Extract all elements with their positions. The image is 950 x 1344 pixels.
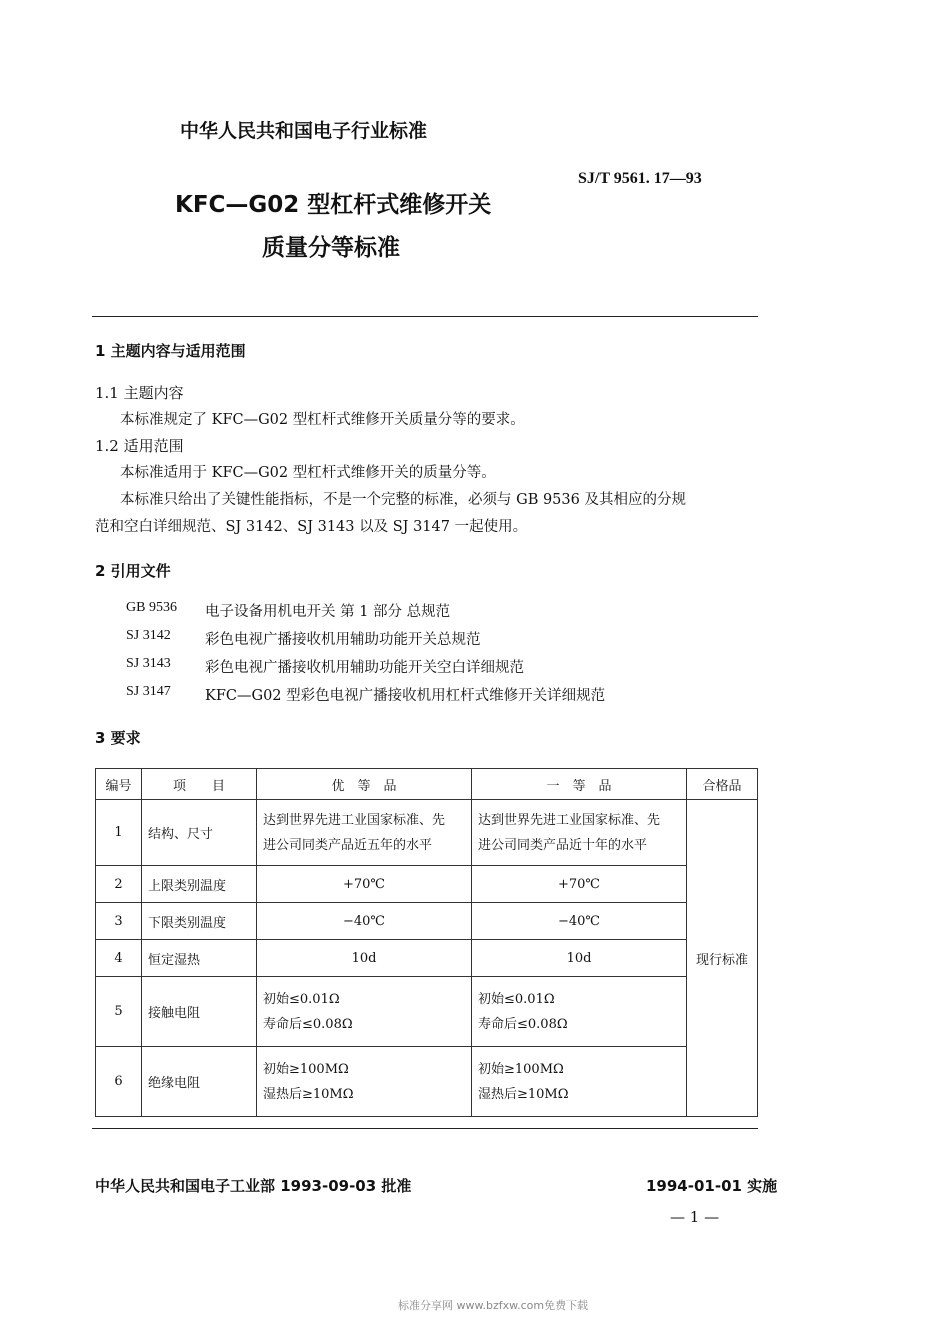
page-number: — 1 — (670, 1208, 720, 1226)
superior-grade-cell: 10d (257, 940, 472, 977)
ref-code: SJ 3143 (126, 656, 171, 671)
document-title-line1: KFC—G02 型杠杆式维修开关 (175, 192, 492, 218)
table-row (96, 903, 758, 940)
table-row (96, 866, 758, 903)
cell-line: 湿热后≥10MΩ (263, 1086, 354, 1102)
cell-line: 达到世界先进工业国家标准、先 (478, 812, 661, 828)
ref-title: 电子设备用机电开关 第 1 部分 总规范 (205, 604, 451, 620)
cell-line: 寿命后≤0.08Ω (263, 1016, 353, 1032)
superior-grade-cell (257, 800, 472, 866)
header-divider (92, 316, 758, 317)
table-header-cell: 编号 (96, 769, 142, 800)
section-3-heading: 3 要求 (95, 729, 141, 747)
section-1-2-text-1: 本标准适用于 KFC—G02 型杠杆式维修开关的质量分等。 (120, 465, 496, 481)
row-item: 绝缘电阻 (142, 1047, 257, 1117)
row-item: 结构、尺寸 (142, 800, 257, 866)
table-header-cell: 项 目 (142, 769, 257, 800)
table-header-cell: 一 等 品 (472, 769, 687, 800)
ref-title: KFC—G02 型彩色电视广播接收机用杠杆式维修开关详细规范 (205, 688, 606, 704)
cell-line: 初始≤0.01Ω (263, 991, 340, 1007)
cell-line: 初始≥100MΩ (478, 1061, 564, 1077)
section-1-heading: 1 主题内容与适用范围 (95, 342, 246, 360)
cell-line: 达到世界先进工业国家标准、先 (263, 812, 446, 828)
cell-line: 进公司同类产品近五年的水平 (263, 837, 433, 853)
ref-title: 彩色电视广播接收机用辅助功能开关总规范 (205, 632, 481, 648)
row-number: 4 (96, 940, 142, 977)
cell-line: 湿热后≥10MΩ (478, 1086, 569, 1102)
section-1-2-text-2b: 范和空白详细规范、SJ 3142、SJ 3143 以及 SJ 3147 一起使用。 (95, 519, 528, 535)
watermark-text: 标准分享网 www.bzfxw.com免费下载 (398, 1299, 589, 1312)
section-2-heading: 2 引用文件 (95, 562, 171, 580)
standard-type-header: 中华人民共和国电子行业标准 (180, 120, 428, 142)
superior-grade-cell (257, 977, 472, 1047)
section-1-2-text-2a: 本标准只给出了关键性能指标，不是一个完整的标准，必须与 GB 9536 及其相应的分规 (120, 492, 686, 508)
row-item: 恒定湿热 (142, 940, 257, 977)
section-1-1-text: 本标准规定了 KFC—G02 型杠杆式维修开关质量分等的要求。 (120, 412, 525, 428)
table-header-row (96, 769, 758, 800)
first-grade-cell: 10d (472, 940, 687, 977)
row-number: 3 (96, 903, 142, 940)
table-header-cell: 优 等 品 (257, 769, 472, 800)
row-item: 下限类别温度 (142, 903, 257, 940)
cell-line: 初始≥100MΩ (263, 1061, 349, 1077)
cell-line: 寿命后≤0.08Ω (478, 1016, 568, 1032)
superior-grade-cell (257, 1047, 472, 1117)
row-number: 1 (96, 800, 142, 866)
requirements-table (95, 768, 758, 1117)
table-row (96, 977, 758, 1047)
cell-line: 进公司同类产品近十年的水平 (478, 837, 648, 853)
ref-code: GB 9536 (126, 600, 177, 615)
superior-grade-cell: +70℃ (257, 866, 472, 903)
ref-title: 彩色电视广播接收机用辅助功能开关空白详细规范 (205, 660, 524, 676)
section-1-1-heading: 1.1 主题内容 (95, 384, 184, 402)
ref-code: SJ 3147 (126, 684, 171, 699)
row-number: 2 (96, 866, 142, 903)
row-number: 5 (96, 977, 142, 1047)
cell-line: 初始≤0.01Ω (478, 991, 555, 1007)
table-header-cell: 合格品 (687, 769, 758, 800)
first-grade-cell: +70℃ (472, 866, 687, 903)
first-grade-cell: −40℃ (472, 903, 687, 940)
table-row (96, 940, 758, 977)
table-row (96, 1047, 758, 1117)
approval-line: 中华人民共和国电子工业部 1993-09-03 批准 (95, 1177, 412, 1195)
standard-code: SJ/T 9561. 17—93 (578, 170, 702, 187)
section-1-2-heading: 1.2 适用范围 (95, 437, 184, 455)
first-grade-cell (472, 1047, 687, 1117)
document-title-line2: 质量分等标准 (262, 235, 400, 261)
footer-divider (92, 1128, 758, 1129)
row-item: 接触电阻 (142, 977, 257, 1047)
ref-code: SJ 3142 (126, 628, 171, 643)
row-number: 6 (96, 1047, 142, 1117)
row-item: 上限类别温度 (142, 866, 257, 903)
qualified-grade-cell: 现行标准 (687, 800, 758, 1117)
implementation-date: 1994-01-01 实施 (646, 1177, 778, 1195)
first-grade-cell (472, 977, 687, 1047)
table-row (96, 800, 758, 866)
first-grade-cell (472, 800, 687, 866)
superior-grade-cell: −40℃ (257, 903, 472, 940)
